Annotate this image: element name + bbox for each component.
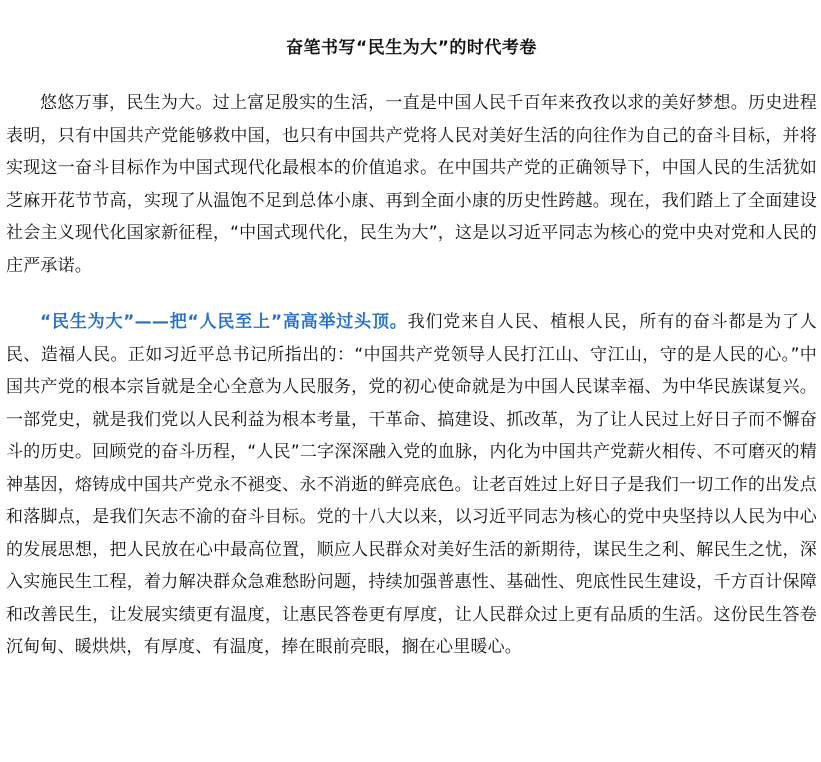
paragraph-lead-heading: “民生为大”——把“人民至上”高高举过头顶。 xyxy=(40,312,408,332)
paragraph-intro xyxy=(6,87,817,282)
paragraph-text: 悠悠万事，民生为大。过上富足殷实的生活，一直是中国人民千百年来孜孜以求的美好梦想。历史进程表明，只有中国共产党能够救中国，也只有中国共产党将人民对美好生活的向往作为自己的奋斗目标，并将实现这一奋斗目标作为中国式现代化最根本的价值追求。在中国共产党的正确领导下，中国人民的生活犹如芝麻开花节节高，实现了从温饱不足到总体小康、再到全面小康的历史性跨越。现在，我们踏上了全面建设社会主义现代化国家新征程，“中国式现代化，民生为大”，这是以习近平同志为核心的党中央对党和人民的庄严承诺。 xyxy=(6,93,817,276)
paragraph-minsheng xyxy=(6,306,817,664)
article-title: 奋笔书写“民生为大”的时代考卷 xyxy=(286,38,537,58)
paragraph-text: 我们党来自人民、植根人民，所有的奋斗都是为了人民、造福人民。正如习近平总书记所指出的：“中国共产党领导人民打江山、守江山，守的是人民的心。”中国共产党的根本宗旨就是全心全意为人民服务，党的初心使命就是为中国人民谋幸福、为中华民族谋复兴。一部党史，就是我们党以人民利益为根本考量，干革命、搞建设、抓改革，为了让人民过上好日子而不懈奋斗的历史。回顾党的奋斗历程，“人民”二字深深融入党的血脉，内化为中国共产党薪火相传、不可磨灭的精神基因，熔铸成中国共产党永不褪变、永不消逝的鲜亮底色。让老百姓过上好日子是我们一切工作的出发点和落脚点，是我们矢志不渝的奋斗目标。党的十八大以来，以习近平同志为核心的党中央坚持以人民为中心的发展思想，把人民放在心中最高位置，顺应人民群众对美好生活的新期待，谋民生之利、解民生之忧，深入实施民生工程，着力解决群众急难愁盼问题，持续加强普惠性、基础性、兜底性民生建设，千方百计保障和改善民生，让发展实绩更有温度，让惠民答卷更有厚度，让人民群众过上更有品质的生活。这份民生答卷沉甸甸、暖烘烘，有厚度、有温度，捧在眼前亮眼，搁在心里暖心。 xyxy=(6,312,817,657)
